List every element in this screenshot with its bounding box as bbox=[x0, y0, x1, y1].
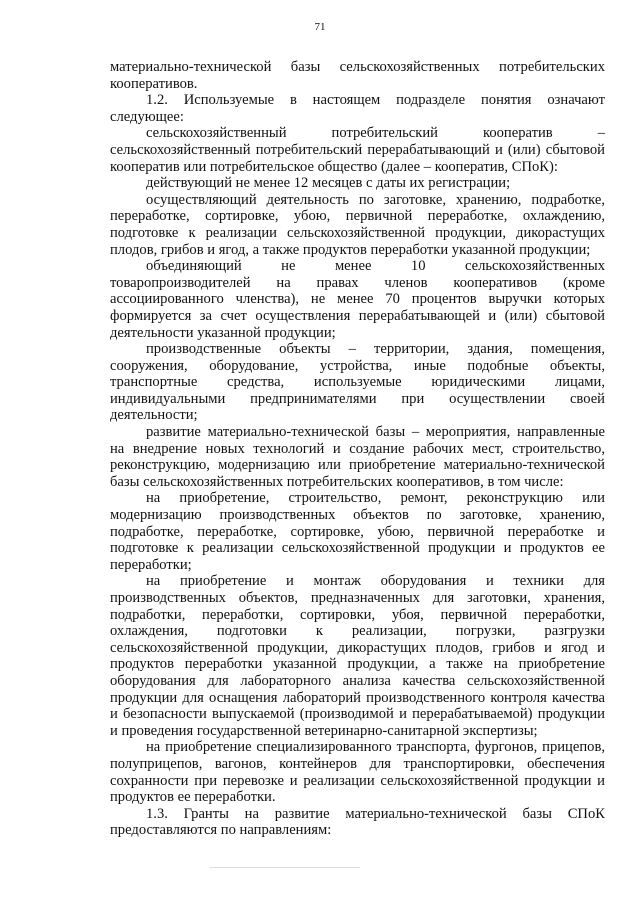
scan-artifact-line bbox=[210, 867, 360, 868]
paragraph-continuation: материально-технической базы сельскохозяйственных потребительских кооперативов. bbox=[110, 59, 605, 92]
paragraph-item-transport: на приобретение специализированного транспорта, фургонов, прицепов, полуприцепов, вагонов, контейнеров для транспортировки, обеспечения сохранности при перевозке и реализации сельскохозяйственной продукции и продуктов ее переработки. bbox=[110, 739, 605, 806]
paragraph-section-1-3: 1.3. Гранты на развитие материально-технической базы СПоК предоставляются по направлениям: bbox=[110, 805, 605, 839]
paragraph-definition-development: развитие материально-технической базы – мероприятия, направленные на внедрение новых технологий и создание рабочих мест, строительство, реконструкцию, модернизацию или приобретение материально-технической базы сельскохозяйственных потребительских кооперативов, в том числе: bbox=[110, 424, 605, 490]
document-body bbox=[110, 59, 605, 839]
paragraph-criterion-operating-period: действующий не менее 12 месяцев с даты их регистрации; bbox=[146, 175, 511, 192]
paragraph-definition-production-facilities: производственные объекты – территории, здания, помещения, сооружения, оборудование, устройства, иные подобные объекты, транспортные средства, используемые юридическими лицами, индивидуальными предпринимателями при осуществлении своей деятельности; bbox=[110, 341, 605, 424]
paragraph-definition-cooperative: сельскохозяйственный потребительский кооператив – сельскохозяйственный потребительский перерабатывающий и (или) сбытовой кооператив или потребительское общество (далее – кооператив, СПоК): bbox=[110, 125, 605, 175]
page-number: 71 bbox=[314, 21, 326, 33]
paragraph-criterion-members: объединяющий не менее 10 сельскохозяйственных товаропроизводителей на правах членов кооперативов (кроме ассоциированного членства), не менее 70 процентов выручки которых формируется за счет осуществления перерабатывающей и (или) сбытовой деятельности указанной продукции; bbox=[110, 258, 605, 341]
paragraph-section-1-2: 1.2. Используемые в настоящем подразделе понятия означают следующее: bbox=[110, 92, 605, 125]
paragraph-item-construction: на приобретение, строительство, ремонт, реконструкцию или модернизацию производственных объектов по заготовке, хранению, подработке, переработке, сортировке, убою, первичной переработке и подготовке к реализации сельскохозяйственной продукции и продуктов ее переработки; bbox=[110, 490, 605, 573]
paragraph-criterion-activities: осуществляющий деятельность по заготовке, хранению, подработке, переработке, сортировке, убою, первичной переработке, охлаждению, подготовке к реализации сельскохозяйственной продукции, дикорастущих плодов, грибов и ягод, а также продуктов переработки указанной продукции; bbox=[110, 191, 605, 258]
paragraph-item-equipment: на приобретение и монтаж оборудования и техники для производственных объектов, предназначенных для заготовки, хранения, подработки, переработки, сортировки, убоя, первичной переработки, охлаждения, подготовки к реализации, погрузки, разгрузки сельскохозяйственной продукции, дикорастущих плодов, грибов и ягод и продуктов переработки указанной продукции, а также на приобретение оборудования для лабораторного анализа качества сельскохозяйственной продукции для оснащения лабораторий производственного контроля качества и безопасности выпускаемой (производимой и перерабатываемой) продукции и проведения государственной ветеринарно-санитарной экспертизы; bbox=[110, 573, 605, 739]
